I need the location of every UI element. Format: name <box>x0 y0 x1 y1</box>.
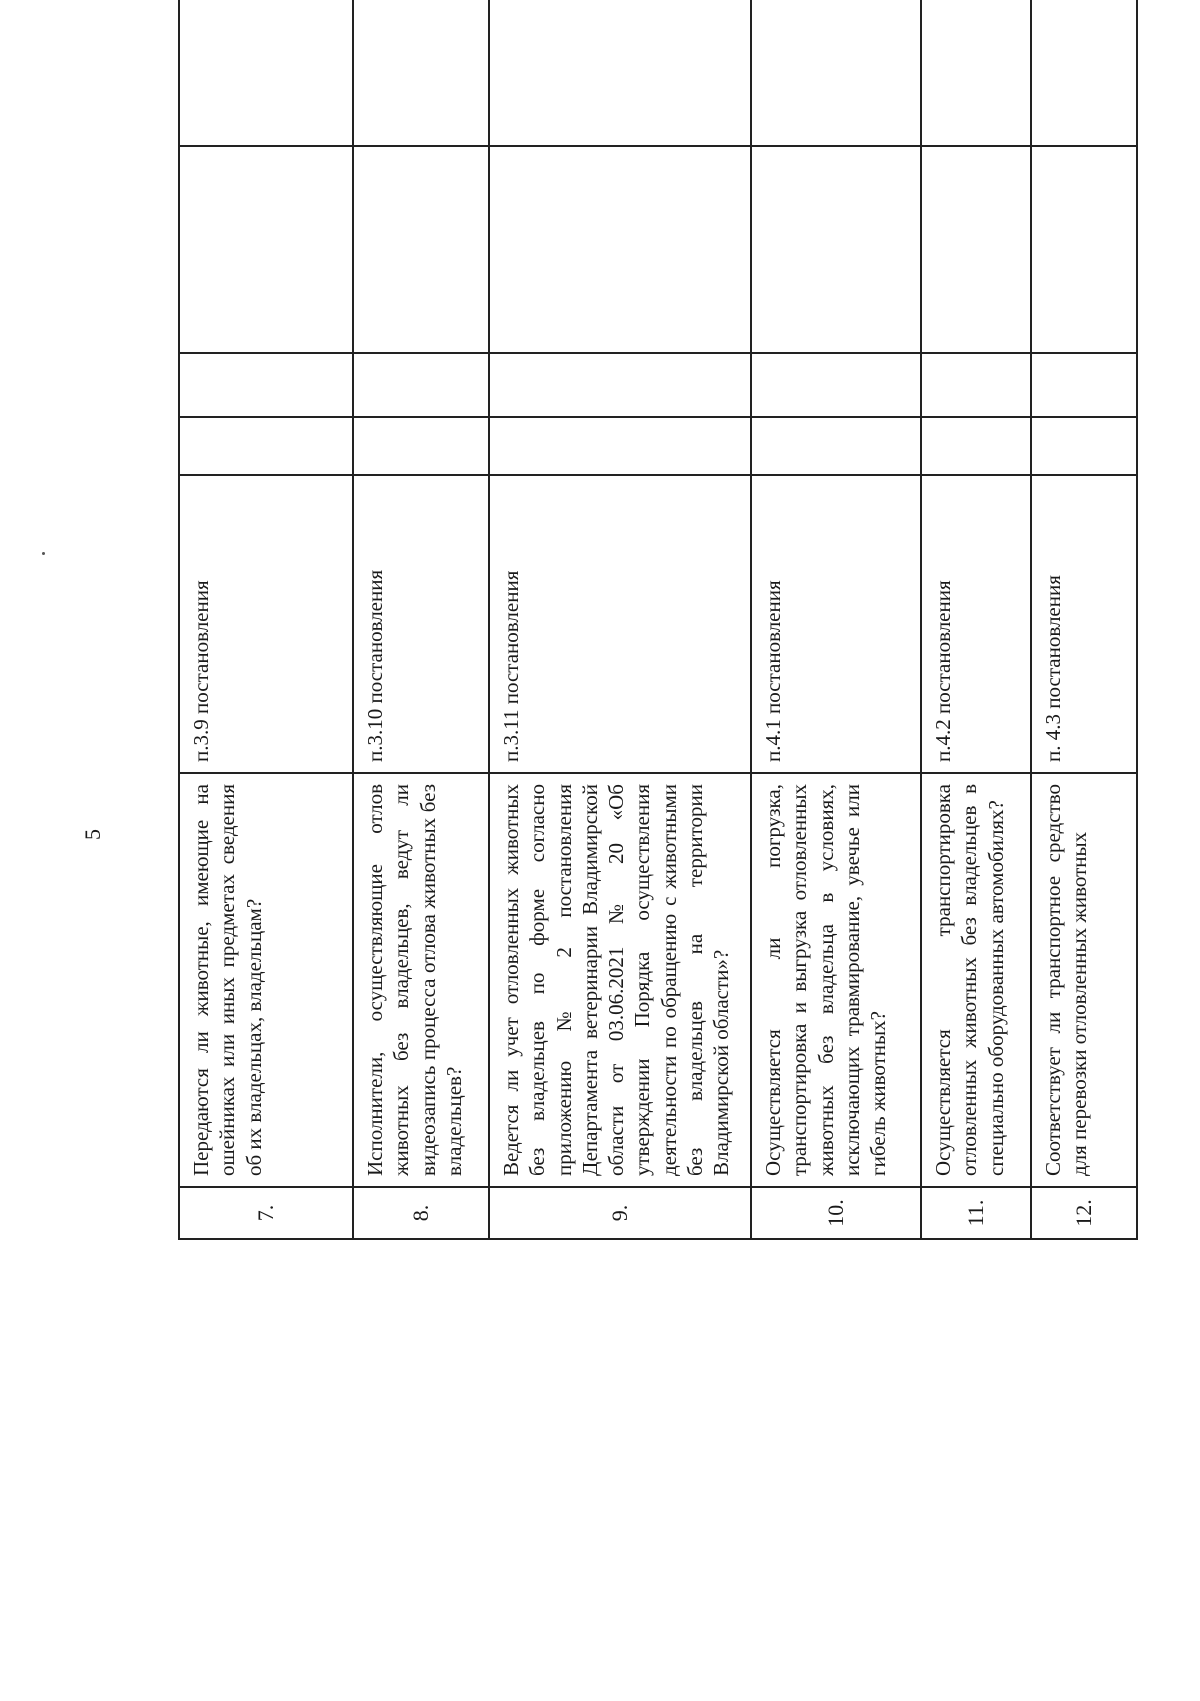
answer-cell-no[interactable] <box>1031 353 1137 417</box>
row-number: 12. <box>1031 1187 1137 1239</box>
question-text: Ведется ли учет отловленных животных без владельцев по форме согласно приложению № 2 постановления Департамента ветеринарии Владимирской области от 03.06.2021 № 20 «Об утверждении Порядка осуществления деятельности по обращению с животными без владельцев на территории Владимирской области»? <box>489 773 751 1187</box>
note-cell[interactable] <box>751 0 921 146</box>
row-number: 11. <box>921 1187 1031 1239</box>
note-cell[interactable] <box>179 0 353 146</box>
answer-cell-no[interactable] <box>489 353 751 417</box>
scan-speck <box>42 552 45 555</box>
legal-reference: п.4.2 постановления <box>921 475 1031 773</box>
answer-cell-yes[interactable] <box>489 417 751 475</box>
table-row <box>921 0 1031 1239</box>
checklist-sheet <box>178 177 1138 1240</box>
answer-cell-no[interactable] <box>921 353 1031 417</box>
question-text: Передаются ли животные, имеющие на ошейниках или иных предметах сведения об их владельцах, владельцам? <box>179 773 353 1187</box>
row-number: 9. <box>489 1187 751 1239</box>
answer-cell-na[interactable] <box>489 146 751 353</box>
note-cell[interactable] <box>489 0 751 146</box>
question-text: Осуществляется ли погрузка, транспортировка и выгрузка отловленных животных без владельца в условиях, исключающих травмирование, увечье или гибель животных? <box>751 773 921 1187</box>
note-cell[interactable] <box>921 0 1031 146</box>
row-number: 7. <box>179 1187 353 1239</box>
answer-cell-yes[interactable] <box>751 417 921 475</box>
legal-reference: п.3.10 постановления <box>353 475 489 773</box>
answer-cell-yes[interactable] <box>921 417 1031 475</box>
table-row <box>489 0 751 1239</box>
table-row <box>1031 0 1137 1239</box>
answer-cell-yes[interactable] <box>179 417 353 475</box>
note-cell[interactable] <box>1031 0 1137 146</box>
page-number: 5 <box>80 829 105 840</box>
legal-reference: п.3.11 постановления <box>489 475 751 773</box>
answer-cell-no[interactable] <box>179 353 353 417</box>
checklist-table <box>178 0 1138 1240</box>
answer-cell-na[interactable] <box>353 146 489 353</box>
note-cell[interactable] <box>353 0 489 146</box>
answer-cell-na[interactable] <box>1031 146 1137 353</box>
legal-reference: п.4.1 постановления <box>751 475 921 773</box>
answer-cell-na[interactable] <box>751 146 921 353</box>
legal-reference: п. 4.3 постановления <box>1031 475 1137 773</box>
legal-reference: п.3.9 постановления <box>179 475 353 773</box>
answer-cell-no[interactable] <box>353 353 489 417</box>
answer-cell-no[interactable] <box>751 353 921 417</box>
question-text: Исполнители, осуществляющие отлов животных без владельцев, ведут ли видеозапись процесса отлова животных без владельцев? <box>353 773 489 1187</box>
question-text: Соответствует ли транспортное средство для перевозки отловленных животных <box>1031 773 1137 1187</box>
row-number: 10. <box>751 1187 921 1239</box>
answer-cell-yes[interactable] <box>353 417 489 475</box>
table-row <box>353 0 489 1239</box>
table-row <box>751 0 921 1239</box>
answer-cell-na[interactable] <box>921 146 1031 353</box>
answer-cell-na[interactable] <box>179 146 353 353</box>
question-text: Осуществляется транспортировка отловленных животных без владельцев в специально оборудованных автомобилях? <box>921 773 1031 1187</box>
answer-cell-yes[interactable] <box>1031 417 1137 475</box>
table-row <box>179 0 353 1239</box>
row-number: 8. <box>353 1187 489 1239</box>
